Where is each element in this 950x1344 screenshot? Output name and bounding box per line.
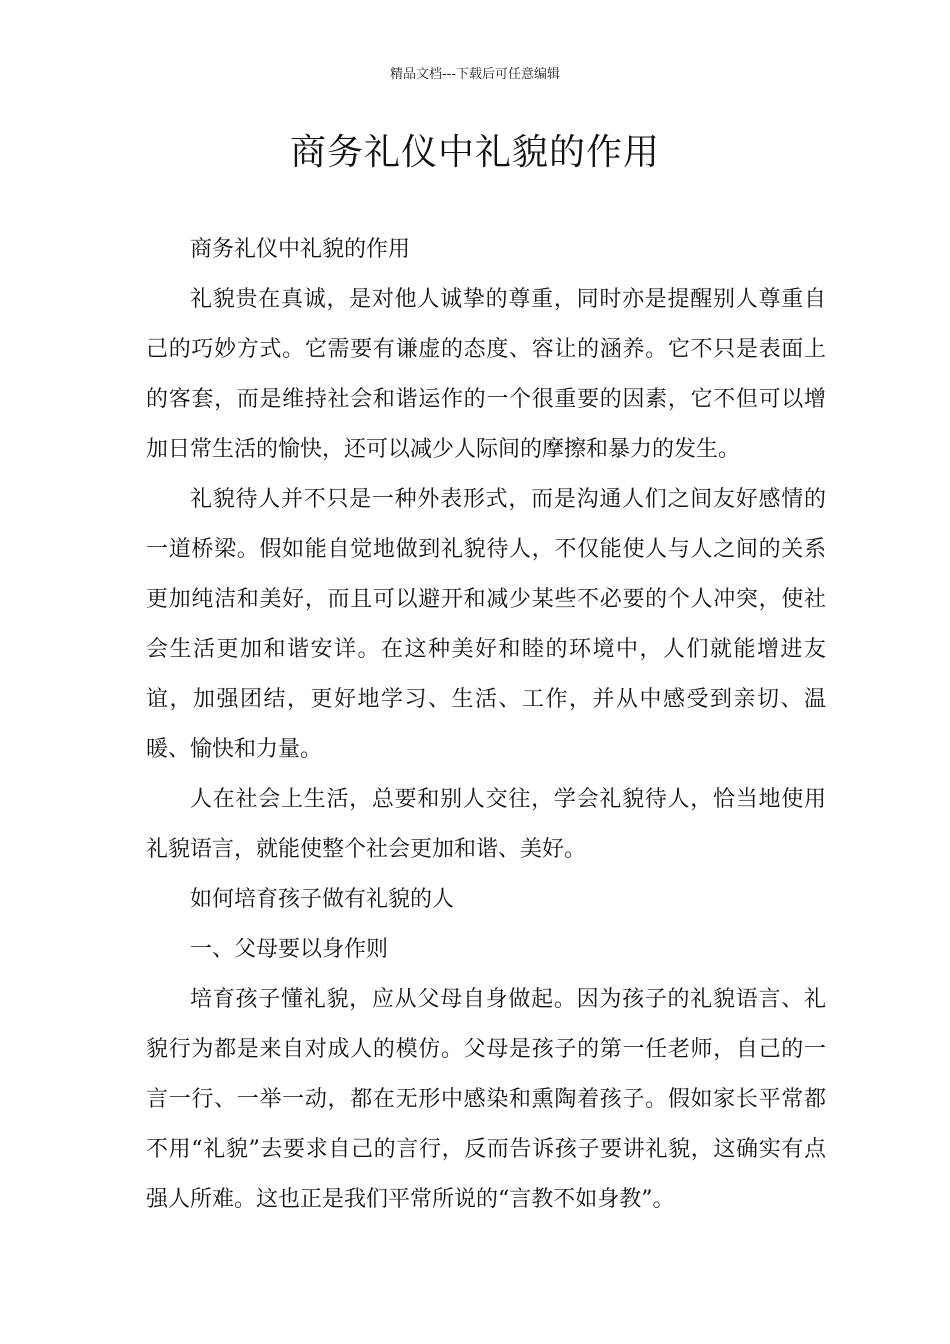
section-heading: 如何培育孩子做有礼貌的人 xyxy=(190,887,455,912)
header-note: 精品文档---下载后可任意编辑 xyxy=(389,67,561,82)
paragraph: 培育孩子懂礼貌，应从父母自身做起。因为孩子的礼貌语言、礼貌行为都是来自对成人的模仿。父母是孩子的第一任老师，自己的一言一行、一举一动，都在无形中感染和熏陶着孩子。假如家长平常都不用“礼貌”去要求自己的言行，反而告诉孩子要讲礼貌，这确实有点强人所难。这也正是我们平常所说的“言教不如身教”。 xyxy=(146,987,826,1212)
document-body xyxy=(146,225,826,1225)
paragraph: 礼貌待人并不只是一种外表形式，而是沟通人们之间友好感情的一道桥梁。假如能自觉地做到礼貌待人，不仅能使人与人之间的关系更加纯洁和美好，而且可以避开和减少某些不必要的个人冲突，使社会生活更加和谐安详。在这种美好和睦的环境中，人们就能增进友谊，加强团结，更好地学习、生活、工作，并从中感受到亲切、温暖、愉快和力量。 xyxy=(146,487,826,762)
paragraph-subtitle: 商务礼仪中礼貌的作用 xyxy=(190,237,411,262)
paragraph: 礼貌贵在真诚，是对他人诚挚的尊重，同时亦是提醒别人尊重自己的巧妙方式。它需要有谦虚的态度、容让的涵养。它不只是表面上的客套，而是维持社会和谐运作的一个很重要的因素，它不但可以增加日常生活的愉快，还可以减少人际间的摩擦和暴力的发生。 xyxy=(146,287,826,462)
subsection-heading: 一、父母要以身作则 xyxy=(190,937,389,962)
paragraph: 人在社会上生活，总要和别人交往，学会礼貌待人，恰当地使用礼貌语言，就能使整个社会更加和谐、美好。 xyxy=(146,787,826,862)
document-title: 商务礼仪中礼貌的作用 xyxy=(289,132,660,173)
